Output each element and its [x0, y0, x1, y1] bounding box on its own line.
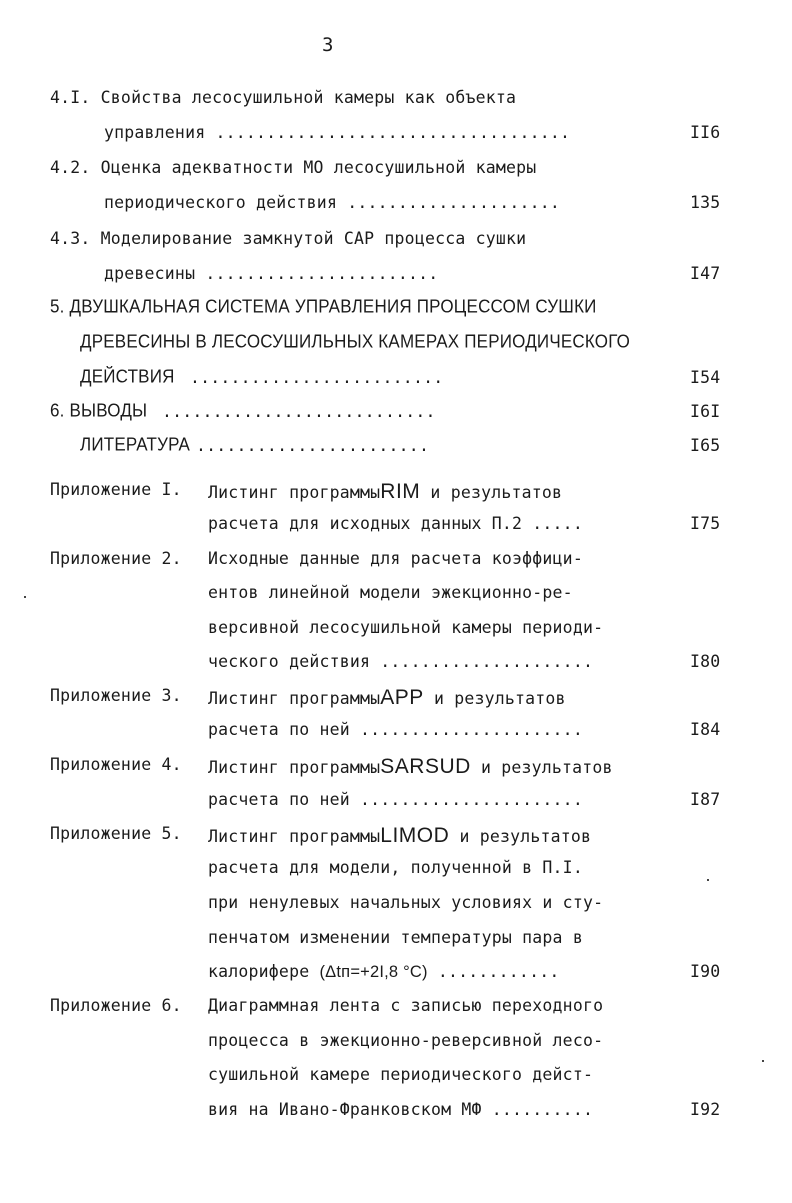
toc-entry-literature [80, 435, 190, 455]
toc-entry-5-line-3 [80, 367, 175, 387]
appendix-5-leader: ............ [437, 962, 560, 981]
appendix-5-label: Приложение 5. [50, 824, 182, 843]
toc-entry-literature-text: ЛИТЕРАТУРА [80, 434, 191, 455]
appendix-5-line-4: пенчатом изменении температуры пара в [208, 928, 583, 947]
appendix-5-kalorifer: калорифере [208, 962, 310, 981]
appendix-6-line-2: процесса в эжекционно-реверсивной лесо- [208, 1031, 604, 1050]
appendix-2-label: Приложение 2. [50, 549, 182, 568]
appendix-5-listing: Листинг программы [208, 827, 381, 846]
toc-entry-5-page: I54 [690, 368, 721, 387]
toc-entry-6-leader: ........................... [162, 402, 436, 421]
appendix-3-line-2: расчета по ней ...................... [208, 720, 583, 739]
appendix-2-page: I80 [690, 652, 721, 671]
appendix-5-line-5 [208, 962, 559, 982]
appendix-2-line-3: версивной лесосушильной камеры периоди- [208, 618, 604, 637]
appendix-6-page: I92 [690, 1100, 721, 1119]
appendix-3-results: и результатов [433, 689, 566, 708]
appendix-4-listing: Листинг программы [208, 758, 381, 777]
toc-entry-4-2-line-1: 4.2. Оценка адекватности МО лесосушильной камеры [50, 158, 537, 177]
toc-entry-6-page: I6I [690, 402, 721, 421]
toc-entry-5-leader: ......................... [190, 368, 444, 387]
toc-entry-4-1-line-2: управления ................................... [104, 123, 571, 142]
appendix-4-program-name: SARSUD [380, 755, 471, 778]
toc-entry-5-line-1-text: 5. ДВУШКАЛЬНАЯ СИСТЕМА УПРАВЛЕНИЯ ПРОЦЕССОМ СУШКИ [50, 296, 597, 317]
appendix-5-formula: (Δtп=+2I,8 °C) [319, 963, 428, 981]
toc-entry-4-2-line-2: периодического действия ..................... [104, 193, 561, 212]
appendix-2-line-2: ентов линейной модели эжекционно-ре- [208, 583, 573, 602]
appendix-4-page: I87 [690, 790, 721, 809]
appendix-6-label: Приложение 6. [50, 996, 182, 1015]
toc-entry-4-3-line-1: 4.3. Моделирование замкнутой САР процесса сушки [50, 229, 527, 248]
toc-entry-5-line-3-text: ДЕЙСТВИЯ [80, 366, 175, 387]
appendix-3-label: Приложение 3. [50, 686, 182, 705]
appendix-3-line-1 [208, 686, 566, 710]
appendix-1-line-2: расчета для исходных данных П.2 ..... [208, 514, 583, 533]
appendix-6-line-3: сушильной камере периодического дейст- [208, 1065, 594, 1084]
scan-speck [707, 879, 709, 881]
appendix-4-label: Приложение 4. [50, 755, 182, 774]
toc-entry-4-3-page: I47 [690, 264, 721, 283]
toc-entry-5-line-2 [80, 332, 630, 352]
scan-speck [24, 596, 26, 598]
appendix-3-listing: Листинг программы [208, 689, 381, 708]
appendix-1-label: Приложение I. [50, 480, 182, 499]
appendix-1-results: и результатов [430, 483, 563, 502]
appendix-1-program-name: RIM [380, 480, 421, 503]
toc-entry-4-3-line-2: древесины ....................... [104, 264, 439, 283]
toc-entry-literature-leader: ....................... [196, 436, 430, 455]
appendix-5-line-2: расчета для модели, полученной в П.I. [208, 858, 583, 877]
appendix-1-page: I75 [690, 514, 721, 533]
appendix-2-line-4: ческого действия ..................... [208, 652, 594, 671]
appendix-5-results: и результатов [459, 827, 592, 846]
appendix-2-line-1: Исходные данные для расчета коэффици- [208, 549, 583, 568]
appendix-3-program-name: APP [380, 686, 424, 709]
appendix-1-line-1 [208, 480, 562, 504]
appendix-6-line-4: вия на Ивано-Франковском МФ .......... [208, 1100, 594, 1119]
appendix-4-line-1 [208, 755, 613, 779]
appendix-4-results: и результатов [480, 758, 613, 777]
toc-entry-6-text: 6. ВЫВОДЫ [50, 400, 148, 421]
appendix-5-line-3: при ненулевых начальных условиях и сту- [208, 893, 604, 912]
appendix-5-page: I90 [690, 962, 721, 981]
toc-entry-4-1-line-1: 4.I. Свойства лесосушильной камеры как объекта [50, 88, 517, 107]
toc-entry-5-line-1 [50, 297, 597, 317]
toc-entry-6-line-1 [50, 401, 147, 421]
toc-entry-4-2-page: 135 [690, 193, 721, 212]
toc-entry-5-line-2-text: ДРЕВЕСИНЫ В ЛЕСОСУШИЛЬНЫХ КАМЕРАХ ПЕРИОДИЧЕСКОГО [80, 331, 631, 352]
appendix-1-listing: Листинг программы [208, 483, 381, 502]
appendix-4-line-2: расчета по ней ...................... [208, 790, 583, 809]
appendix-5-line-1 [208, 824, 591, 848]
toc-entry-4-1-page: II6 [690, 123, 721, 142]
page-number: 3 [322, 34, 334, 56]
scan-speck [762, 1060, 764, 1062]
toc-entry-literature-page: I65 [690, 436, 721, 455]
appendix-5-program-name: LIMOD [380, 824, 450, 847]
appendix-6-line-1: Диаграммная лента с записью переходного [208, 996, 604, 1015]
appendix-3-page: I84 [690, 720, 721, 739]
